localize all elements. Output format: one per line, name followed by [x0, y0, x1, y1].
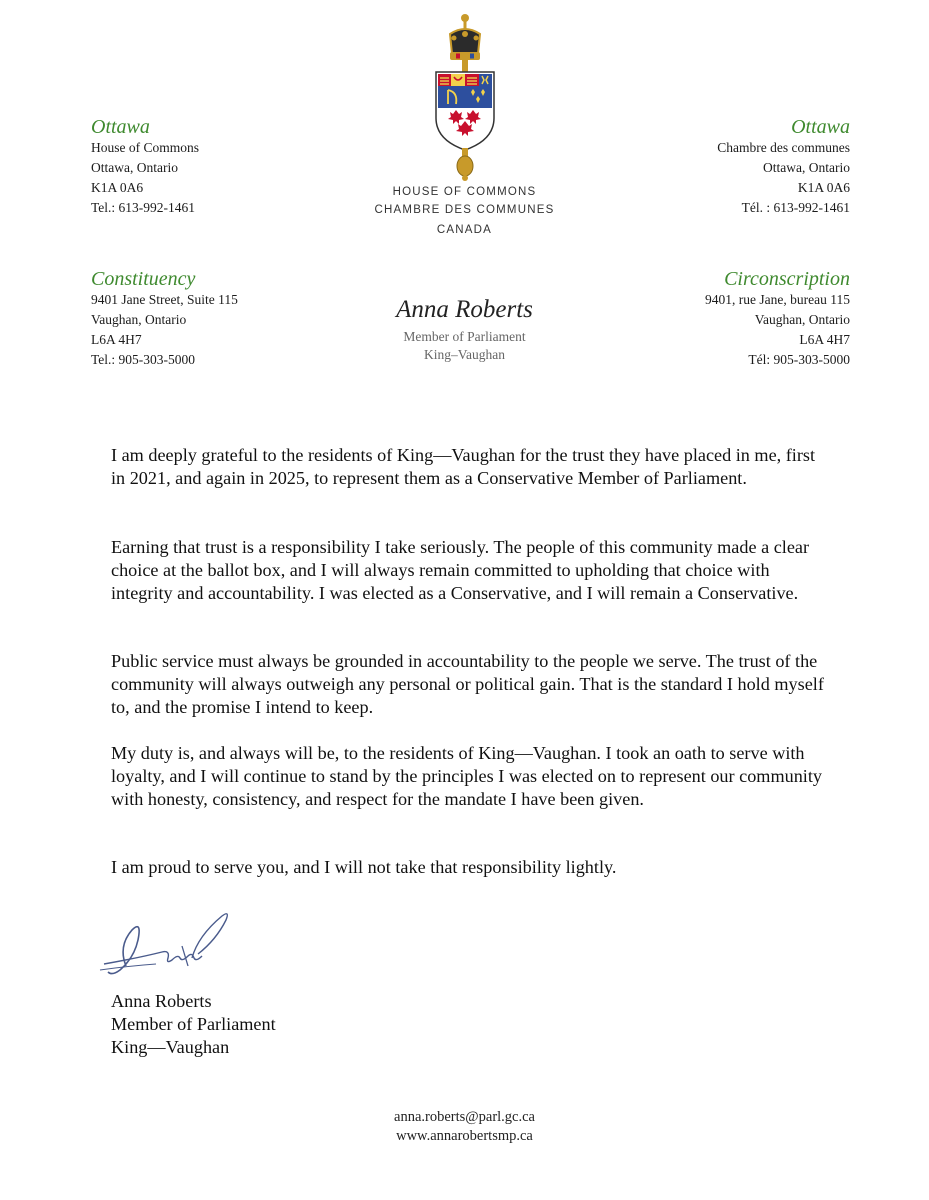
left-constituency-line-4: Tel.: 905-303-5000: [91, 352, 196, 367]
right-ottawa-line-1: Chambre des communes: [717, 140, 850, 155]
signature-icon: [98, 906, 248, 988]
right-circonscription-title: Circonscription: [724, 268, 850, 290]
left-constituency-title: Constituency: [91, 268, 196, 290]
signature-name: Anna Roberts: [111, 991, 212, 1011]
institution-line-fr: CHAMBRE DES COMMUNES: [374, 204, 555, 216]
signature-role: Member of Parliament: [111, 1014, 276, 1034]
right-circonscription-line-1: 9401, rue Jane, bureau 115: [705, 292, 850, 307]
left-constituency-line-1: 9401 Jane Street, Suite 115: [91, 292, 238, 307]
institution-line-en: HOUSE OF COMMONS: [392, 186, 537, 198]
left-ottawa-office: [91, 116, 199, 218]
footer-website[interactable]: www.annarobertsmp.ca: [396, 1128, 533, 1144]
right-circonscription-line-4: Tél: 905-303-5000: [748, 352, 850, 367]
right-circonscription-line-3: L6A 4H7: [799, 332, 850, 347]
right-circonscription-line-2: Vaughan, Ontario: [754, 312, 850, 327]
member-role: Member of Parliament: [403, 329, 526, 344]
left-ottawa-line-3: K1A 0A6: [91, 180, 144, 195]
body-paragraph-4: My duty is, and always will be, to the residents of King—Vaughan. I took an oath to serve with loyalty, and I will continue to stand by the principles I was elected on to represent our community with honesty, consistency, and respect for the mandate I have been given.: [111, 743, 822, 809]
member-name: Anna Roberts: [396, 296, 533, 323]
body-paragraph-5: I am proud to serve you, and I will not take that responsibility lightly.: [111, 857, 617, 877]
body-paragraph-3: Public service must always be grounded in accountability to the people we serve. The trust of the community will always outweigh any personal or political gain. That is the standard I hold myself to, and the promise I intend to keep.: [111, 651, 824, 717]
left-ottawa-title: Ottawa: [91, 116, 150, 138]
body-paragraph-1: I am deeply grateful to the residents of King—Vaughan for the trust they have placed in me, first in 2021, and again in 2025, to represent them as a Conservative Member of Parliament.: [111, 445, 816, 488]
member-riding: King–Vaughan: [424, 347, 505, 362]
signature-riding: King—Vaughan: [111, 1037, 230, 1057]
shield-icon: [436, 72, 494, 150]
right-ottawa-line-4: Tél. : 613-992-1461: [741, 200, 850, 215]
institution-line-country: CANADA: [436, 224, 493, 236]
body-paragraph-2: Earning that trust is a responsibility I take seriously. The people of this community made a clear choice at the ballot box, and I will always remain committed to upholding that choice with integrity and accountability. I was elected as a Conservative, and I will remain a Conservative.: [111, 537, 810, 603]
right-ottawa-title: Ottawa: [791, 116, 850, 138]
left-ottawa-line-1: House of Commons: [91, 140, 199, 155]
left-constituency-line-2: Vaughan, Ontario: [91, 312, 187, 327]
crown-icon: [450, 14, 480, 60]
right-ottawa-office: [717, 116, 850, 218]
left-ottawa-line-2: Ottawa, Ontario: [91, 160, 178, 175]
right-ottawa-line-3: K1A 0A6: [797, 180, 850, 195]
left-constituency-line-3: L6A 4H7: [91, 332, 142, 347]
left-ottawa-line-4: Tel.: 613-992-1461: [91, 200, 196, 215]
right-ottawa-line-2: Ottawa, Ontario: [763, 160, 850, 175]
house-of-commons-crest: [420, 10, 510, 182]
footer-email[interactable]: anna.roberts@parl.gc.ca: [394, 1109, 535, 1125]
